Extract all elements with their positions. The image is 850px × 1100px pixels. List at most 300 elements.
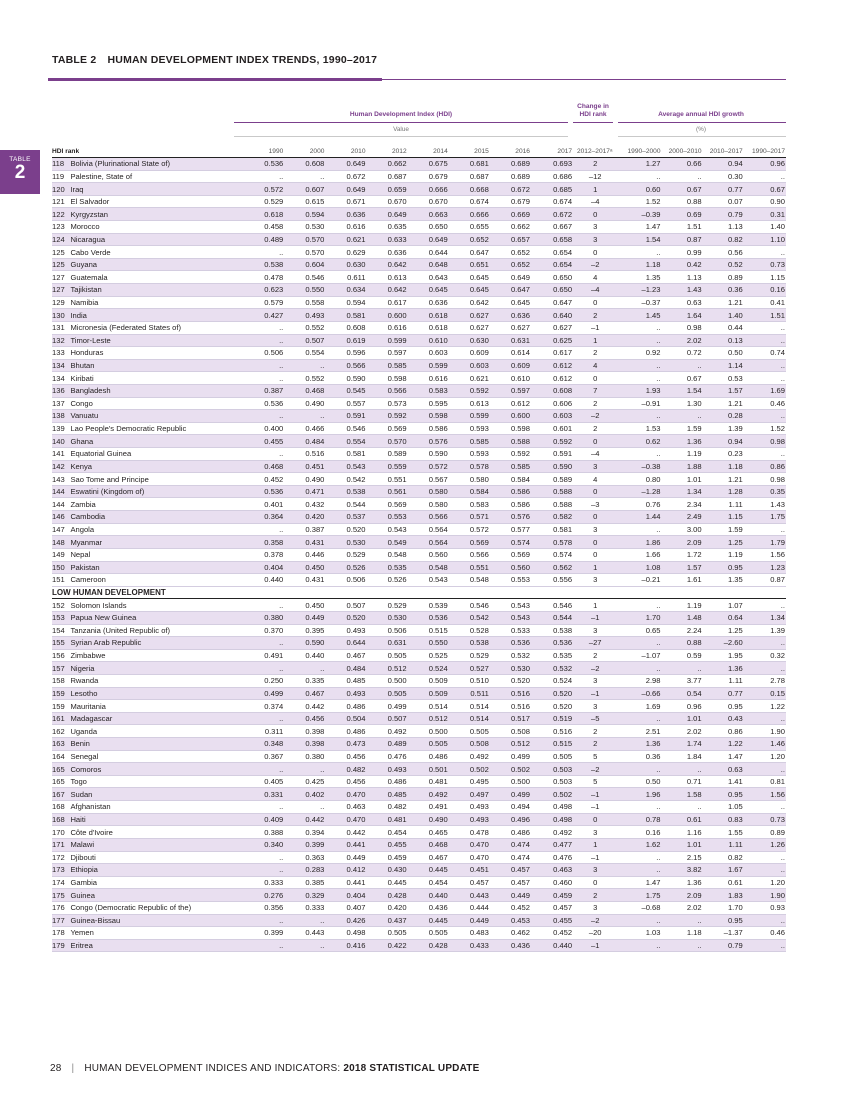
value-cell: 0.627 <box>490 321 531 334</box>
value-cell: 0.64 <box>703 611 744 624</box>
value-cell: 0.510 <box>449 674 490 687</box>
rank-change-cell: 0 <box>573 372 617 385</box>
country-cell: Senegal <box>68 750 238 763</box>
value-cell: 1.20 <box>744 750 786 763</box>
table-row <box>52 271 786 284</box>
value-cell: 0.442 <box>325 826 366 839</box>
value-cell: 0.599 <box>408 359 449 372</box>
value-cell: 1.13 <box>662 271 703 284</box>
value-cell: 3.77 <box>662 674 703 687</box>
value-cell: 0.399 <box>238 927 284 940</box>
table-row <box>52 410 786 423</box>
value-cell: 0.493 <box>367 763 408 776</box>
value-cell: 0.603 <box>408 347 449 360</box>
value-cell: 2.02 <box>662 901 703 914</box>
value-cell: 0.627 <box>449 321 490 334</box>
value-cell: 0.533 <box>490 624 531 637</box>
value-cell: 1.72 <box>662 548 703 561</box>
value-cell: 1.11 <box>703 674 744 687</box>
hdi-rank-cell: 118 <box>52 158 68 171</box>
country-cell: Iraq <box>68 183 238 196</box>
value-cell: 0.95 <box>703 700 744 713</box>
value-cell: .. <box>238 801 284 814</box>
value-cell: 0.420 <box>367 901 408 914</box>
hdi-rank-cell: 150 <box>52 561 68 574</box>
value-cell: 0.509 <box>408 687 449 700</box>
value-cell: 1.53 <box>617 422 661 435</box>
value-cell: 0.516 <box>284 448 325 461</box>
value-cell: 0.493 <box>449 813 490 826</box>
group-label: LOW HUMAN DEVELOPMENT <box>52 586 786 599</box>
country-cell: Kyrgyzstan <box>68 208 238 221</box>
value-cell: 1.15 <box>703 511 744 524</box>
value-cell: 0.618 <box>408 321 449 334</box>
value-cell: 0.380 <box>238 611 284 624</box>
value-cell: 0.543 <box>490 599 531 612</box>
value-cell: 1.22 <box>744 700 786 713</box>
rank-change-cell: 0 <box>573 296 617 309</box>
value-cell: 0.536 <box>490 637 531 650</box>
value-cell: 0.648 <box>408 258 449 271</box>
value-cell: 0.32 <box>744 649 786 662</box>
value-cell: 0.486 <box>325 700 366 713</box>
value-cell: 0.99 <box>662 246 703 259</box>
value-cell: 0.489 <box>367 738 408 751</box>
value-cell: 0.576 <box>408 435 449 448</box>
value-cell: 0.449 <box>449 914 490 927</box>
value-cell: 0.333 <box>238 876 284 889</box>
value-cell: 0.528 <box>449 624 490 637</box>
rank-change-cell: –4 <box>573 448 617 461</box>
hdi-rank-cell: 167 <box>52 788 68 801</box>
value-cell: 0.615 <box>284 195 325 208</box>
value-cell: 0.649 <box>408 233 449 246</box>
value-cell: 0.407 <box>325 901 366 914</box>
value-cell: –0.68 <box>617 901 661 914</box>
value-cell: 1.93 <box>617 384 661 397</box>
table-row <box>52 309 786 322</box>
country-cell: Haiti <box>68 813 238 826</box>
value-cell: 0.631 <box>367 637 408 650</box>
value-cell: 0.538 <box>238 258 284 271</box>
hdi-rank-cell: 172 <box>52 851 68 864</box>
rank-change-cell: 0 <box>573 208 617 221</box>
value-cell: 0.550 <box>408 637 449 650</box>
value-cell: 0.364 <box>238 511 284 524</box>
value-cell: 0.82 <box>703 851 744 864</box>
value-cell: 0.13 <box>703 334 744 347</box>
value-cell: 0.538 <box>449 637 490 650</box>
value-cell: 0.592 <box>531 435 573 448</box>
country-cell: Vanuatu <box>68 410 238 423</box>
value-cell: 0.492 <box>531 826 573 839</box>
value-cell: 0.630 <box>449 334 490 347</box>
value-cell: 0.551 <box>449 561 490 574</box>
value-cell: 1.90 <box>744 725 786 738</box>
value-cell: 0.481 <box>367 813 408 826</box>
hdi-rank-cell: 130 <box>52 309 68 322</box>
table-title-text: HUMAN DEVELOPMENT INDEX TRENDS, 1990–2017 <box>107 54 378 66</box>
value-cell: 0.618 <box>238 208 284 221</box>
table-row <box>52 725 786 738</box>
value-cell: 0.662 <box>367 158 408 171</box>
value-cell: 0.532 <box>531 662 573 675</box>
value-cell: 0.96 <box>662 700 703 713</box>
value-cell: 0.569 <box>449 536 490 549</box>
value-cell: 0.530 <box>490 662 531 675</box>
value-cell: 0.511 <box>449 687 490 700</box>
value-cell: 0.647 <box>449 246 490 259</box>
hdi-rank-cell: 152 <box>52 599 68 612</box>
value-cell: 0.524 <box>408 662 449 675</box>
table-row <box>52 195 786 208</box>
value-cell: 1.30 <box>662 397 703 410</box>
table-row <box>52 548 786 561</box>
country-cell: Zimbabwe <box>68 649 238 662</box>
country-cell: Angola <box>68 523 238 536</box>
value-cell: 0.15 <box>744 687 786 700</box>
column-header: 1990 <box>238 145 284 158</box>
value-cell: .. <box>238 939 284 952</box>
table-row <box>52 448 786 461</box>
value-cell: 1.19 <box>703 548 744 561</box>
value-cell: 0.76 <box>617 498 661 511</box>
table-row <box>52 851 786 864</box>
rank-change-cell: –1 <box>573 801 617 814</box>
value-cell: 1.46 <box>744 738 786 751</box>
value-cell: 1.90 <box>744 889 786 902</box>
value-cell: 0.579 <box>238 296 284 309</box>
value-cell: 0.504 <box>325 712 366 725</box>
rank-change-cell: 1 <box>573 334 617 347</box>
value-cell: 0.493 <box>325 687 366 700</box>
value-cell: 0.652 <box>449 233 490 246</box>
value-cell: 0.508 <box>449 738 490 751</box>
hdi-rank-cell: 151 <box>52 574 68 587</box>
value-cell: 0.79 <box>703 939 744 952</box>
table-row <box>52 750 786 763</box>
hdi-rank-cell: 149 <box>52 548 68 561</box>
value-cell: 0.594 <box>325 296 366 309</box>
rank-change-cell: 3 <box>573 901 617 914</box>
value-cell: 1.56 <box>744 548 786 561</box>
value-cell: 0.506 <box>238 347 284 360</box>
value-cell: 0.412 <box>325 864 366 877</box>
value-cell: 2.51 <box>617 725 661 738</box>
hdi-rank-cell: 146 <box>52 511 68 524</box>
value-cell: 0.495 <box>449 775 490 788</box>
value-cell: 0.512 <box>408 712 449 725</box>
side-tab-label: TABLE <box>9 156 31 163</box>
value-cell: 0.598 <box>408 410 449 423</box>
value-cell: 0.367 <box>238 750 284 763</box>
value-cell: 0.557 <box>325 397 366 410</box>
value-cell: .. <box>238 712 284 725</box>
value-cell: 0.627 <box>531 321 573 334</box>
rank-change-cell: 2 <box>573 397 617 410</box>
country-cell: Madagascar <box>68 712 238 725</box>
value-cell: 0.476 <box>367 750 408 763</box>
country-cell: Ethiopia <box>68 864 238 877</box>
value-cell: 0.470 <box>325 788 366 801</box>
country-cell: Afghanistan <box>68 801 238 814</box>
value-cell: 0.440 <box>238 574 284 587</box>
column-header: 2012 <box>367 145 408 158</box>
value-cell: 0.546 <box>325 422 366 435</box>
value-cell: 1.95 <box>703 649 744 662</box>
value-cell: 0.666 <box>408 183 449 196</box>
value-cell: 1.96 <box>617 788 661 801</box>
value-cell: 0.457 <box>531 901 573 914</box>
rank-change-cell: 0 <box>573 485 617 498</box>
value-cell: 0.358 <box>238 536 284 549</box>
value-cell: 1.39 <box>744 624 786 637</box>
value-cell: 0.456 <box>325 750 366 763</box>
value-cell: 0.657 <box>490 233 531 246</box>
value-cell: 0.570 <box>284 246 325 259</box>
value-cell: 0.689 <box>490 158 531 171</box>
value-cell: 0.491 <box>238 649 284 662</box>
rank-change-cell: –2 <box>573 763 617 776</box>
value-cell: 0.88 <box>662 637 703 650</box>
value-cell: 1.74 <box>662 738 703 751</box>
value-cell: 0.566 <box>367 384 408 397</box>
value-cell: .. <box>238 763 284 776</box>
value-cell: 0.94 <box>703 158 744 171</box>
table-row <box>52 258 786 271</box>
value-cell: 1.22 <box>703 738 744 751</box>
value-cell: 0.498 <box>531 801 573 814</box>
hdi-rank-cell: 178 <box>52 927 68 940</box>
country-cell: Yemen <box>68 927 238 940</box>
value-cell: 0.67 <box>662 372 703 385</box>
value-cell: 0.658 <box>531 233 573 246</box>
value-cell: 1.75 <box>617 889 661 902</box>
hdi-rank-cell: 134 <box>52 359 68 372</box>
country-cell: Ghana <box>68 435 238 448</box>
hdi-rank-cell: 159 <box>52 687 68 700</box>
hdi-rank-cell: 125 <box>52 258 68 271</box>
country-cell: Zambia <box>68 498 238 511</box>
value-cell: .. <box>617 359 661 372</box>
value-cell: 0.636 <box>367 246 408 259</box>
value-cell: 0.46 <box>744 397 786 410</box>
value-cell: 0.635 <box>367 221 408 234</box>
column-header: 2017 <box>531 145 573 158</box>
value-cell: 0.500 <box>408 725 449 738</box>
value-cell: 0.645 <box>490 296 531 309</box>
value-cell: 0.592 <box>490 448 531 461</box>
hdi-rank-cell: 153 <box>52 611 68 624</box>
value-cell: 0.588 <box>490 435 531 448</box>
value-cell: 0.670 <box>408 195 449 208</box>
country-cell: Tanzania (United Republic of) <box>68 624 238 637</box>
value-cell: 0.431 <box>284 536 325 549</box>
value-cell: 2.24 <box>662 624 703 637</box>
value-cell: 1.45 <box>617 309 661 322</box>
value-cell: 0.536 <box>408 611 449 624</box>
value-cell: 0.71 <box>662 775 703 788</box>
value-cell: 0.61 <box>703 876 744 889</box>
table-row <box>52 485 786 498</box>
value-cell: 2.02 <box>662 334 703 347</box>
value-cell: .. <box>284 359 325 372</box>
value-cell: 0.584 <box>490 473 531 486</box>
value-cell: 0.672 <box>325 170 366 183</box>
value-cell: 1.01 <box>662 473 703 486</box>
country-cell: El Salvador <box>68 195 238 208</box>
country-cell: India <box>68 309 238 322</box>
value-cell: 1.13 <box>703 221 744 234</box>
value-cell: 0.566 <box>325 359 366 372</box>
rank-change-cell: 2 <box>573 889 617 902</box>
value-cell: 0.672 <box>490 183 531 196</box>
value-cell: 0.89 <box>703 271 744 284</box>
value-cell: 0.459 <box>531 889 573 902</box>
value-cell: 0.74 <box>744 347 786 360</box>
rank-change-cell: 1 <box>573 561 617 574</box>
rank-change-cell: –1 <box>573 939 617 952</box>
rank-change-cell: 4 <box>573 473 617 486</box>
value-cell: 0.432 <box>284 498 325 511</box>
value-cell: .. <box>744 321 786 334</box>
value-cell: 0.425 <box>284 775 325 788</box>
value-cell: 0.570 <box>367 435 408 448</box>
country-cell: Micronesia (Federated States of) <box>68 321 238 334</box>
value-cell: 0.573 <box>367 397 408 410</box>
value-cell: .. <box>617 939 661 952</box>
value-cell: 0.450 <box>284 599 325 612</box>
value-cell: 1.25 <box>703 624 744 637</box>
value-cell: 0.462 <box>490 927 531 940</box>
value-cell: 0.544 <box>531 611 573 624</box>
value-cell: 0.494 <box>490 801 531 814</box>
table-row <box>52 359 786 372</box>
value-cell: 0.595 <box>408 397 449 410</box>
value-cell: 0.570 <box>284 233 325 246</box>
value-cell: –0.37 <box>617 296 661 309</box>
table-row <box>52 927 786 940</box>
table-row <box>52 384 786 397</box>
country-cell: Cambodia <box>68 511 238 524</box>
country-cell: Cameroon <box>68 574 238 587</box>
value-cell: 0.399 <box>284 838 325 851</box>
value-cell: 0.441 <box>325 876 366 889</box>
value-cell: 0.655 <box>449 221 490 234</box>
value-cell: 0.505 <box>408 927 449 940</box>
value-subheader: Value <box>393 126 409 133</box>
hdi-rank-cell: 174 <box>52 876 68 889</box>
value-cell: .. <box>238 523 284 536</box>
value-cell: 0.440 <box>284 649 325 662</box>
value-cell: 0.681 <box>449 158 490 171</box>
value-cell: 0.43 <box>703 712 744 725</box>
value-cell: 0.52 <box>703 258 744 271</box>
value-cell: 0.474 <box>490 851 531 864</box>
value-cell: 0.642 <box>449 296 490 309</box>
value-cell: 0.404 <box>238 561 284 574</box>
value-cell: 0.666 <box>449 208 490 221</box>
table-row <box>52 624 786 637</box>
country-cell: Palestine, State of <box>68 170 238 183</box>
value-cell: 1.44 <box>617 511 661 524</box>
change-header-rule <box>573 122 613 123</box>
table-row <box>52 183 786 196</box>
value-cell: 0.508 <box>490 725 531 738</box>
value-cell: .. <box>744 448 786 461</box>
value-cell: 0.250 <box>238 674 284 687</box>
rank-change-cell: 0 <box>573 876 617 889</box>
value-cell: 0.96 <box>744 158 786 171</box>
rank-change-cell: 0 <box>573 548 617 561</box>
value-cell: 0.499 <box>238 687 284 700</box>
hdi-rank-cell: 175 <box>52 889 68 902</box>
value-cell: 1.59 <box>662 422 703 435</box>
value-cell: 0.572 <box>238 183 284 196</box>
value-cell: .. <box>238 864 284 877</box>
hdi-rank-cell: 171 <box>52 838 68 851</box>
value-cell: 1.01 <box>662 838 703 851</box>
value-cell: .. <box>744 801 786 814</box>
value-cell: 0.536 <box>238 397 284 410</box>
table-title <box>52 54 377 66</box>
hdi-rank-cell: 164 <box>52 750 68 763</box>
value-cell: 0.593 <box>449 422 490 435</box>
value-cell: 0.546 <box>449 599 490 612</box>
value-cell: –1.23 <box>617 284 661 297</box>
value-cell: 0.311 <box>238 725 284 738</box>
value-cell: 0.597 <box>367 347 408 360</box>
hdi-rank-cell: 129 <box>52 296 68 309</box>
value-cell: .. <box>238 410 284 423</box>
hdi-rank-cell: 168 <box>52 813 68 826</box>
value-cell: 0.634 <box>325 284 366 297</box>
value-cell: 0.363 <box>284 851 325 864</box>
value-cell: 0.42 <box>662 258 703 271</box>
value-cell: 0.80 <box>617 473 661 486</box>
value-cell: 0.512 <box>490 738 531 751</box>
value-cell: 0.46 <box>744 927 786 940</box>
value-cell: 0.649 <box>325 183 366 196</box>
value-cell: 0.505 <box>367 927 408 940</box>
rank-change-cell: 3 <box>573 574 617 587</box>
value-cell: 0.437 <box>367 914 408 927</box>
table-row <box>52 662 786 675</box>
value-cell: 0.477 <box>531 838 573 851</box>
value-cell: 0.567 <box>408 473 449 486</box>
value-cell: 0.559 <box>367 460 408 473</box>
rank-change-cell: 2 <box>573 158 617 171</box>
value-cell: .. <box>617 662 661 675</box>
value-cell: 0.512 <box>367 662 408 675</box>
value-cell: 1.75 <box>744 511 786 524</box>
value-cell: 3.82 <box>662 864 703 877</box>
value-cell: 0.387 <box>284 523 325 536</box>
value-cell: 1.39 <box>703 422 744 435</box>
value-cell: 1.07 <box>703 599 744 612</box>
value-cell: 0.497 <box>449 788 490 801</box>
hdi-rank-cell: 144 <box>52 498 68 511</box>
value-cell: 0.63 <box>703 763 744 776</box>
value-cell: 0.442 <box>284 700 325 713</box>
value-cell: 0.633 <box>367 233 408 246</box>
value-cell: 0.23 <box>703 448 744 461</box>
value-cell: 0.636 <box>325 208 366 221</box>
value-cell: 0.484 <box>284 435 325 448</box>
value-cell: 0.551 <box>367 473 408 486</box>
value-cell: 0.427 <box>238 309 284 322</box>
hdi-trends-table <box>52 145 786 952</box>
